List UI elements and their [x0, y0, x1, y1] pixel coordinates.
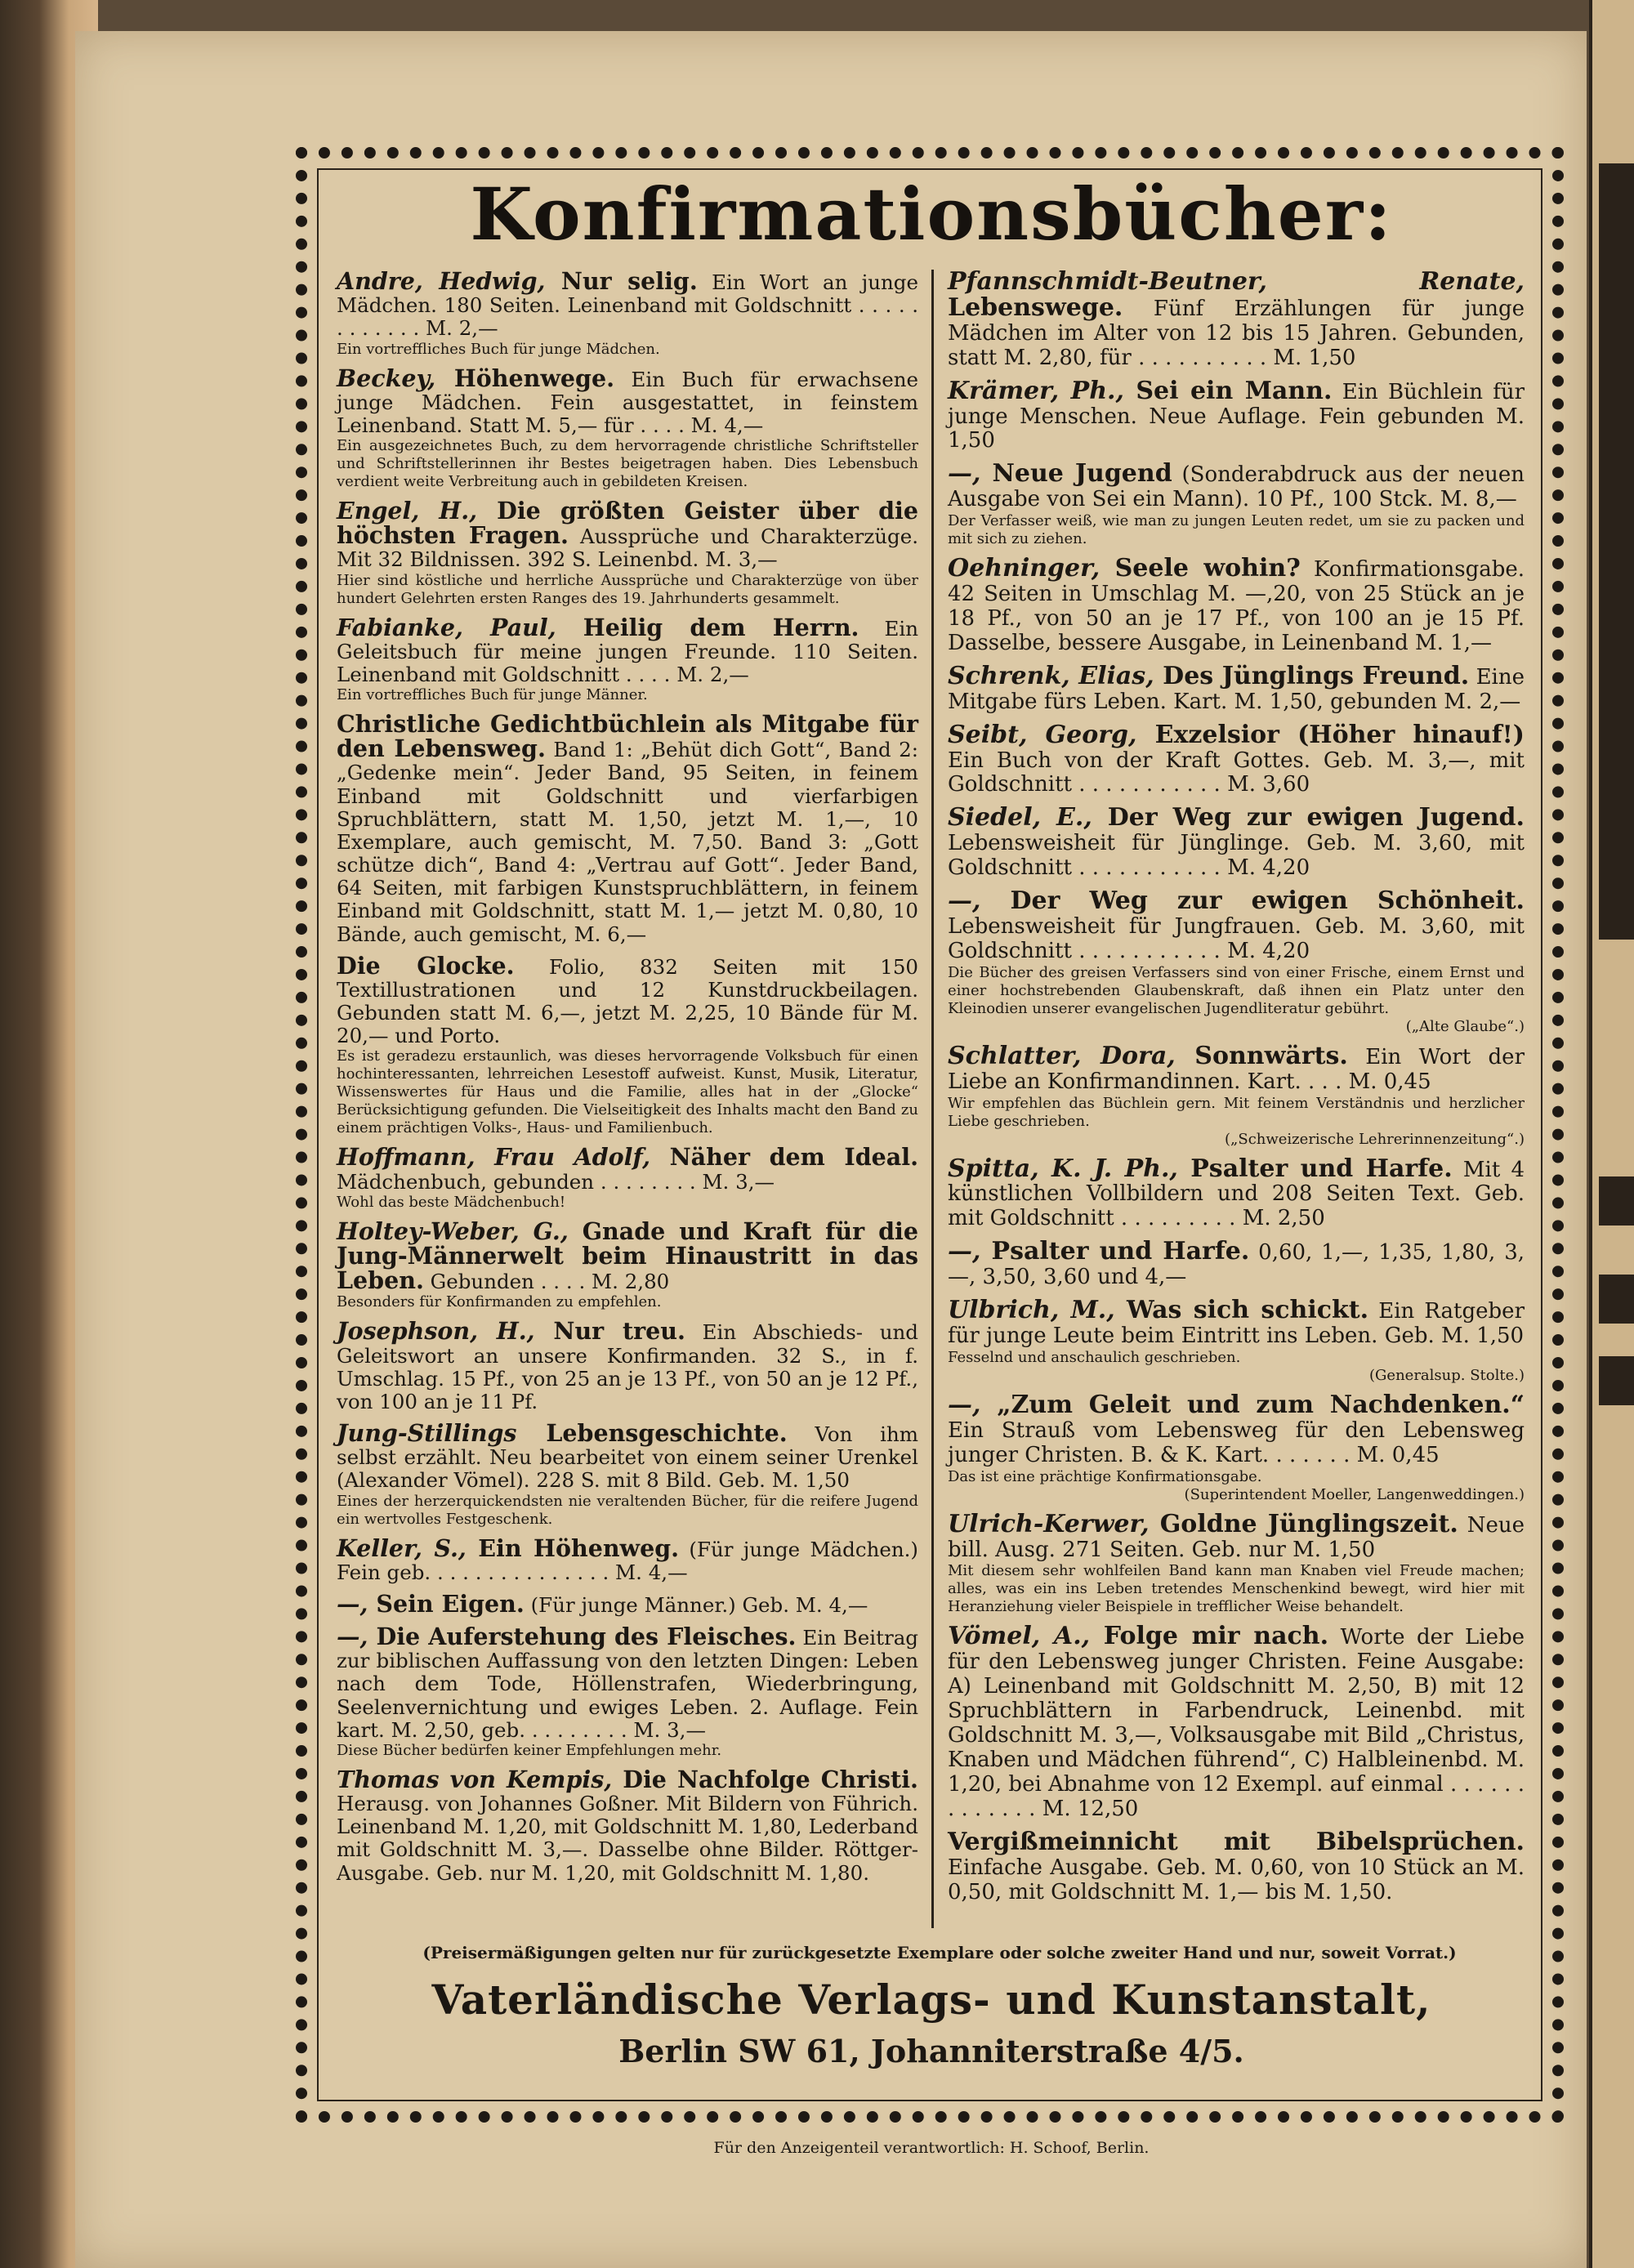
book-entry: [948, 1298, 1525, 1385]
book-entry: [337, 1319, 918, 1413]
entry-heading: [948, 1042, 1348, 1070]
entry-title: Die Auferstehung des Fleisches.: [376, 1623, 797, 1651]
entry-review-source: (Superintendent Moeller, Langenweddingen.): [1184, 1485, 1525, 1503]
entry-body: Ein Abschieds- und Geleitswort an unsere Konfirmanden. 32 S., in f. Umschlag. 15 Pf., von 25 an je 13 Pf., von 50 an je 12 Pf., von 100 an je 11 Pf.: [337, 1320, 918, 1413]
entry-title: Der Weg zur ewigen Jugend.: [1107, 803, 1525, 833]
entry-review: Ein vortreffliches Buch für junge Mädchen.: [337, 340, 660, 358]
entry-body: Ein Buch für erwachsene junge Mädchen. Fein ausgestattet, in feinstem Leinenband. Statt M. 5,— für . . . . M. 4,—: [337, 367, 918, 437]
entry-review: Ein vortreffliches Buch für junge Männer.: [337, 686, 648, 704]
entry-title: Sonnwärts.: [1194, 1041, 1348, 1070]
entry-author: Seibt, Georg,: [948, 720, 1137, 749]
book-entry: [948, 1390, 1525, 1504]
entry-author: —,: [948, 1390, 981, 1419]
entry-body: Einfache Ausgabe. Geb. M. 0,60, von 10 Stück an M. 0,50, mit Goldschnitt M. 1,— bis M. 1,50.: [948, 1855, 1525, 1904]
book-entry: [948, 1827, 1525, 1905]
entry-author: Schrenk, Elias,: [948, 661, 1154, 690]
book-entry: [337, 951, 918, 1138]
book-entry: [948, 720, 1525, 798]
entry-body: Neue bill. Ausg. 271 Seiten. Geb. nur M. 1,50: [948, 1512, 1525, 1562]
entry-author: —,: [948, 886, 981, 916]
entry-review-source: („Schweizerische Lehrerinnenzeitung“.): [1225, 1130, 1525, 1148]
book-entry: [948, 376, 1525, 454]
book-entry: [337, 613, 918, 705]
entry-heading: [948, 1237, 1249, 1266]
entry-body: Ein Wort an junge Mädchen. 180 Seiten. Leinenband mit Goldschnitt . . . . . . . . . . . . M. 2,—: [337, 270, 918, 341]
entry-body: Fünf Erzählungen für junge Mädchen im Alter von 12 bis 15 Jahren. Gebunden, statt M. 2,80, für . . . . . . . . . . M. 1,50: [948, 296, 1525, 370]
ad-headline: Konfirmationsbücher:: [470, 172, 1393, 257]
entry-title: Sein Eigen.: [376, 1589, 525, 1618]
entry-title: Höhenwege.: [453, 364, 615, 392]
entry-author: Vömel, A.,: [948, 1622, 1091, 1651]
entry-author: Krämer, Ph.,: [948, 376, 1124, 405]
entry-body: Lebensweisheit für Jungfrauen. Geb. M. 3,60, mit Goldschnitt . . . . . . . . . . . M. 4,20: [948, 913, 1525, 963]
entry-title: Die Glocke.: [337, 951, 515, 980]
entry-heading: [948, 886, 1525, 915]
entry-title: Christliche Gedichtbüchlein als Mitgabe für den Lebensweg.: [337, 710, 918, 763]
entry-heading: [337, 614, 859, 641]
book-entry: [337, 1145, 918, 1211]
left-column: [337, 267, 919, 1893]
entry-review: Es ist geradezu erstaunlich, was dieses hervorragende Volksbuch für einen hochinteressanten, lehrreichen Lesestoff aufweist. Kunst, Musik, Literatur, Wissenswertes für Haus und die Familie, alles hat in der „Glocke“ Berücksichtigung gefunden. Die Vielseitigkeit des Inhalts macht den Band zu einem prächtigen Volks-, Haus- und Familienbuch.: [337, 1047, 918, 1137]
entry-title: „Zum Geleit und zum Nachdenken.“: [997, 1390, 1525, 1419]
entry-title: Nur selig.: [560, 267, 698, 295]
entry-review-source: (Generalsup. Stolte.): [1369, 1366, 1525, 1384]
entry-heading: [948, 554, 1301, 583]
book-entry: [337, 1625, 918, 1760]
book-entry: [337, 499, 918, 608]
entry-author: Oehninger,: [948, 554, 1100, 583]
entry-body: Gebunden . . . . M. 2,80: [430, 1270, 670, 1294]
entry-title: Goldne Jünglingszeit.: [1159, 1509, 1458, 1538]
entry-review: Diese Bücher bedürfen keiner Empfehlungen mehr.: [337, 1741, 722, 1759]
book-entry: [948, 267, 1525, 371]
entry-heading: [948, 377, 1332, 405]
book-entry: [337, 712, 918, 946]
entry-heading: [337, 1317, 685, 1345]
entry-title: Gnade und Kraft für die Jung-Männerwelt beim Hinaustritt in das Leben.: [337, 1217, 918, 1295]
entry-author: —,: [948, 1237, 981, 1266]
entry-body: Ein Geleitsbuch für meine jungen Freunde. 110 Seiten. Leinenband mit Goldschnitt . . . . M. 2,—: [337, 616, 918, 686]
entry-title: Was sich schickt.: [1126, 1296, 1369, 1325]
entry-body: 0,60, 1,—, 1,35, 1,80, 3,—, 3,50, 3,60 und 4,—: [948, 1240, 1525, 1290]
entry-title: Seele wohin?: [1114, 554, 1301, 583]
imprint-line: Für den Anzeigenteil verantwortlich: H. Schoof, Berlin.: [713, 2139, 1150, 2157]
entry-author: —,: [948, 459, 981, 489]
book-entry: [948, 1041, 1525, 1149]
entry-author: Josephson, H.,: [337, 1317, 535, 1346]
entry-body: Herausg. von Johannes Goßner. Mit Bildern von Führich. Leinenband M. 1,20, mit Goldschnitt M. 1,80, Lederband mit Goldschnitt M. 3,—. Dasselbe ohne Bilder. Röttger-Ausgabe. Geb. nur M. 1,20, mit Goldschnitt M. 1,80.: [337, 1792, 918, 1885]
book-entry: [948, 886, 1525, 1036]
book-entry: [337, 1419, 918, 1529]
entry-author: Schlatter, Dora,: [948, 1041, 1176, 1070]
entry-body: Mädchenbuch, gebunden . . . . . . . . M. 3,—: [337, 1169, 775, 1194]
entry-body: Konfirmationsgabe. 42 Seiten in Umschlag M. —,20, von 25 Stück an je 18 Pf., von 50 an je 17 Pf., von 100 an je 15 Pf. Dasselbe, bessere Ausgabe, in Leinenband M. 1,—: [948, 557, 1525, 655]
entry-body: Ein Büchlein für junge Menschen. Neue Auflage. Fein gebunden M. 1,50: [948, 379, 1525, 453]
book-entry: [337, 1765, 918, 1885]
book-entry: [948, 1239, 1525, 1290]
entry-body: Ein Ratgeber für junge Leute beim Eintritt ins Leben. Geb. M. 1,50: [948, 1299, 1525, 1348]
book-entry: [948, 803, 1525, 881]
entry-heading: [948, 1622, 1328, 1650]
entry-author: Pfannschmidt-Beutner, Renate,: [948, 267, 1525, 296]
entry-review: Die Bücher des greisen Verfassers sind von einer Frische, einem Ernst und einer hochstrebenden Glaubenskraft, daß ihnen ein Platz unter den Kleinodien unserer evangelischen Jugendliteratur gebührt.: [948, 963, 1525, 1017]
entry-title: Lebenswege.: [948, 292, 1123, 322]
entry-author: Thomas von Kempis,: [337, 1765, 613, 1793]
entry-author: Andre, Hedwig,: [337, 267, 546, 295]
entry-review: Der Verfasser weiß, wie man zu jungen Leuten redet, um sie zu packen und mit sich zu ziehen.: [948, 512, 1525, 548]
entry-body: Mit 4 künstlichen Vollbildern und 208 Seiten Text. Geb. mit Goldschnitt . . . . . . . . . M. 2,50: [948, 1157, 1525, 1231]
entry-heading: [948, 662, 1469, 690]
entry-author: Hoffmann, Frau Adolf,: [337, 1143, 651, 1172]
entry-body: Ein Strauß vom Lebensweg für den Lebensweg junger Christen. B. & K. Kart. . . . . . . M. 0,45: [948, 1418, 1525, 1467]
entry-title: Nur treu.: [553, 1317, 685, 1346]
entry-heading: [948, 721, 1525, 749]
entry-body: Ein Beitrag zur biblischen Auffassung von den letzten Dingen: Leben nach dem Tode, Höllenstrafen, Wiederbringung, Seelenvernichtung und ewiges Leben. 2. Auflage. Fein kart. M. 2,50, geb. . . . . . . . . M. 3,—: [337, 1626, 918, 1742]
publisher-name: Vaterländische Verlags- und Kunstanstalt,: [431, 1976, 1431, 2024]
book-entry: [948, 1624, 1525, 1821]
right-column: [948, 267, 1525, 1913]
entry-title: Sei ein Mann.: [1136, 376, 1333, 405]
entry-review: Besonders für Konfirmanden zu empfehlen.: [337, 1293, 662, 1311]
publisher-address: Berlin SW 61, Johanniterstraße 4/5.: [618, 2033, 1244, 2069]
entry-body: (Sonderabdruck aus der neuen Ausgabe von Sei ein Mann). 10 Pf., 100 Stck. M. 8,—: [948, 462, 1525, 512]
entry-title: Des Jünglings Freund.: [1163, 661, 1470, 690]
entry-title: Der Weg zur ewigen Schönheit.: [1010, 886, 1525, 916]
entry-heading: [337, 1623, 796, 1650]
adjacent-page-strip: [1589, 0, 1634, 2268]
book-entry: [948, 661, 1525, 715]
entry-body: Ein Buch von der Kraft Gottes. Geb. M. 3,—, mit Goldschnitt . . . . . . . . . . . M. 3,60: [948, 748, 1525, 797]
entry-author: Fabianke, Paul,: [337, 613, 556, 641]
book-entry: [948, 1509, 1525, 1617]
book-entry: [337, 267, 918, 359]
price-footnote: (Preisermäßigungen gelten nur für zurückgesetzte Exemplare oder solche zweiter Hand und nur, soweit Vorrat.): [422, 1943, 1457, 1962]
entry-heading: [337, 1419, 788, 1447]
book-entry: [337, 1534, 918, 1584]
entry-heading: [337, 952, 515, 980]
entry-author: —,: [337, 1623, 368, 1651]
entry-author: Siedel, E.,: [948, 803, 1092, 833]
entry-body: Aussprüche und Charakterzüge. Mit 32 Bildnissen. 392 S. Leinenbd. M. 3,—: [337, 525, 919, 572]
entry-heading: [948, 1510, 1458, 1538]
entry-review: Wohl das beste Mädchenbuch!: [337, 1193, 566, 1211]
entry-body: Lebensweisheit für Jünglinge. Geb. M. 3,60, mit Goldschnitt . . . . . . . . . . . M. 4,20: [948, 831, 1525, 881]
entry-title: Vergißmeinnicht mit Bibelsprüchen.: [948, 1827, 1525, 1856]
entry-title: Die größten Geister über die höchsten Fragen.: [337, 497, 918, 550]
book-entry: [337, 364, 918, 492]
entry-title: Psalter und Harfe.: [1190, 1154, 1453, 1183]
entry-heading: [337, 1590, 525, 1618]
entry-title: Folge mir nach.: [1103, 1622, 1329, 1651]
entry-author: Jung-Stillings: [337, 1419, 517, 1448]
entry-review: Hier sind köstliche und herrliche Aussprüche und Charakterzüge von über hundert Gelehrten ersten Ranges des 19. Jahrhunderts gesammelt.: [337, 571, 918, 607]
entry-body: Von ihm selbst erzählt. Neu bearbeitet von einem seiner Urenkel (Alexander Vömel). 228 S. mit 8 Bild. Geb. M. 1,50: [337, 1422, 918, 1493]
column-divider: [931, 270, 934, 1928]
entry-author: Ulrich-Kerwer,: [948, 1509, 1150, 1538]
book-entry: [337, 1589, 918, 1618]
entry-author: Holtey-Weber, G.,: [337, 1217, 569, 1245]
entry-body: (Für junge Mädchen.) Fein geb. . . . . . . . . . . . . . . M. 4,—: [337, 1537, 918, 1584]
entry-author: Spitta, K. J. Ph.,: [948, 1154, 1178, 1183]
entry-author: Engel, H.,: [337, 497, 478, 525]
entry-review-source: („Alte Glaube“.): [1405, 1017, 1525, 1035]
entry-heading: [337, 1766, 918, 1793]
entry-heading: [337, 267, 698, 295]
book-entry: [948, 1154, 1525, 1232]
entry-body: (Für junge Männer.) Geb. M. 4,—: [530, 1592, 868, 1617]
entry-title: Psalter und Harfe.: [991, 1237, 1250, 1266]
entry-author: Ulbrich, M.,: [948, 1296, 1115, 1325]
entry-title: Ein Höhenweg.: [478, 1534, 680, 1562]
entry-review: Mit diesem sehr wohlfeilen Band kann man Knaben viel Freude machen; alles, was ein ins Leben tretendes Menschenkind bewegt, wird hier mit Heranziehung vieler Beispiele in trefflicher Weise behandelt.: [948, 1562, 1525, 1616]
entry-body: Folio, 832 Seiten mit 150 Textillustrationen und 12 Kunstdruckbeilagen. Gebunden statt M. 6,—, jetzt M. 2,25, 10 Bände für M. 20,— und Porto.: [337, 954, 918, 1048]
book-entry: [337, 1217, 918, 1312]
entry-author: —,: [337, 1589, 368, 1618]
book-entry: [948, 556, 1525, 656]
entry-heading: [948, 459, 1172, 488]
entry-author: Keller, S.,: [337, 1534, 467, 1562]
entry-body: Worte der Liebe für den Lebensweg junger Christen. Feine Ausgabe: A) Leinenband mit Goldschnitt M. 2,50, B) mit 12 Spruchblättern in Farbendruck, Leinenbd. mit Goldschnitt M. 3,—, Volksausgabe mit Bild „Christus, Knaben und Mädchen führend“, C) Halbleinenbd. M. 1,20, bei Abnahme von 12 Exempl. auf einmal . . . . . . . . . . . . . M. 12,50: [948, 1625, 1525, 1821]
entry-title: Heilig dem Herrn.: [583, 613, 859, 641]
entry-body: Eine Mitgabe fürs Leben. Kart. M. 1,50, gebunden M. 2,—: [948, 664, 1525, 714]
entry-heading: [337, 1143, 918, 1171]
entry-review: Wir empfehlen das Büchlein gern. Mit feinem Verständnis und herzlicher Liebe geschrieben.: [948, 1094, 1525, 1130]
entry-heading: [948, 1154, 1453, 1183]
book-entry: [948, 459, 1525, 548]
entry-title: Lebensgeschichte.: [546, 1419, 788, 1448]
entry-heading: [948, 1391, 1525, 1419]
entry-title: Näher dem Ideal.: [669, 1143, 918, 1172]
entry-heading: [948, 803, 1525, 832]
entry-heading: [337, 364, 614, 392]
entry-author: Beckey,: [337, 364, 436, 392]
entry-heading: [948, 1828, 1525, 1856]
entry-title: Exzelsior (Höher hinauf!): [1154, 720, 1525, 749]
entry-review: Eines der herzerquickendsten nie veraltenden Bücher, für die reifere Jugend ein wertvolles Festgeschenk.: [337, 1492, 918, 1528]
entry-title: Neue Jugend: [992, 459, 1172, 489]
entry-review: Das ist eine prächtige Konfirmationsgabe.: [948, 1467, 1262, 1485]
entry-review: Fesselnd und anschaulich geschrieben.: [948, 1348, 1241, 1366]
entry-heading: [337, 1534, 679, 1562]
entry-body: Ein Wort der Liebe an Konfirmandinnen. Kart. . . . M. 0,45: [948, 1044, 1525, 1094]
entry-heading: [948, 1296, 1368, 1324]
entry-title: Die Nachfolge Christi.: [623, 1765, 918, 1793]
entry-review: Ein ausgezeichnetes Buch, zu dem hervorragende christliche Schriftsteller und Schriftstellerinnen ihr Bestes beigetragen haben. Dies Lebensbuch verdient weite Verbreitung auch in gebildeten Kreisen.: [337, 437, 918, 491]
entry-body: Band 1: „Behüt dich Gott“, Band 2: „Gedenke mein“. Jeder Band, 95 Seiten, in feinem Einband mit Goldschnitt und vierfarbigen Spruchblättern, statt M. 1,50, jetzt M. 1,—, 10 Exemplare, auch gemischt, M. 7,50. Band 3: „Gott schütze dich“, Band 4: „Vertrau auf Gott“. Jeder Band, 64 Seiten, mit farbigen Kunstspruchblättern, in feinem Einband mit Goldschnitt, statt M. 1,— jetzt M. 0,80, 10 Bände, auch gemischt, M. 6,—: [337, 738, 918, 946]
